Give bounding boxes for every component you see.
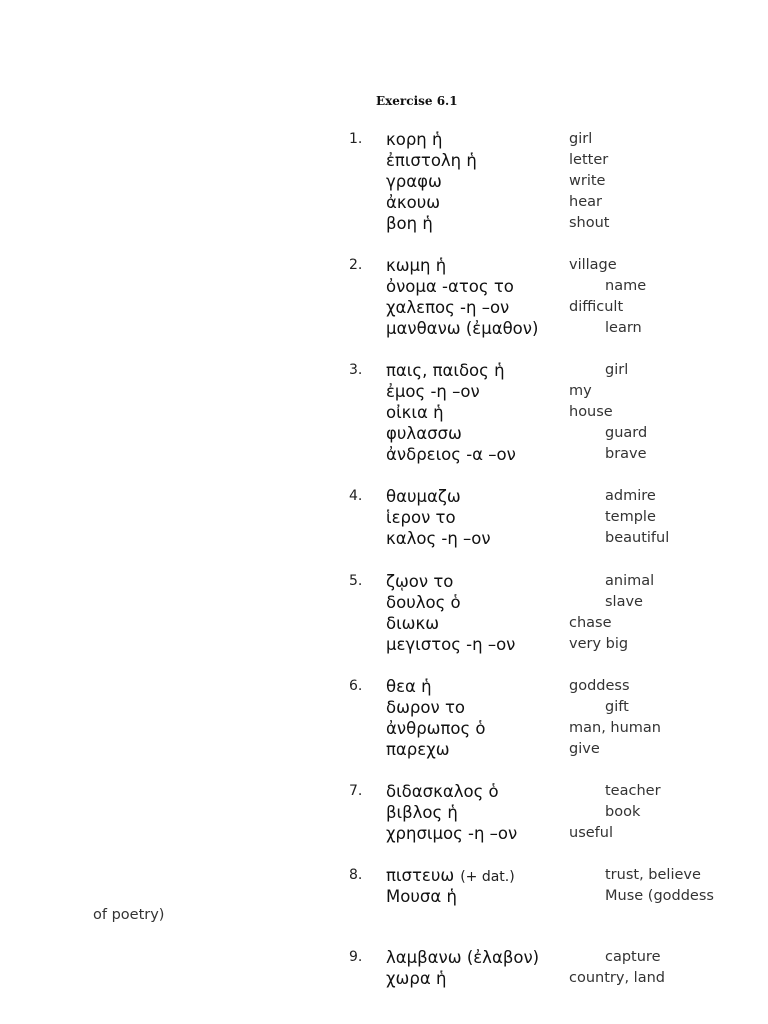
english-gloss: my xyxy=(569,383,592,399)
english-gloss: difficult xyxy=(569,299,624,315)
english-gloss: hear xyxy=(569,194,602,210)
greek-term: ἐπιστολη ἡ xyxy=(386,151,477,170)
greek-term: κορη ἡ xyxy=(386,130,443,149)
item-number: 8. xyxy=(349,867,363,883)
greek-term: δωρον το xyxy=(386,698,465,717)
english-gloss: letter xyxy=(569,152,609,168)
english-gloss: gift xyxy=(605,699,629,715)
item-number: 7. xyxy=(349,783,363,799)
english-gloss: man, human xyxy=(569,720,661,736)
greek-term: ὀνομα -ατος το xyxy=(386,277,514,296)
greek-term: καλος -η –ον xyxy=(386,529,491,548)
greek-term: παρεχω xyxy=(386,740,450,759)
english-gloss: shout xyxy=(569,215,610,231)
greek-term: Μουσα ἡ xyxy=(386,887,457,906)
english-gloss: girl xyxy=(569,131,593,147)
greek-term xyxy=(386,865,515,888)
english-gloss: country, land xyxy=(569,970,665,986)
english-gloss: goddess xyxy=(569,678,630,694)
greek-term: ἀκουω xyxy=(386,193,441,212)
item-number: 5. xyxy=(349,573,363,589)
greek-term: ἀνθρωπος ὁ xyxy=(386,719,486,738)
english-gloss: book xyxy=(605,804,641,820)
greek-term: παις, παιδος ἡ xyxy=(386,361,505,380)
greek-term: οἰκια ἡ xyxy=(386,403,444,422)
item-number: 1. xyxy=(349,131,363,147)
grammar-note: (+ dat.) xyxy=(460,869,515,885)
greek-term: θεα ἡ xyxy=(386,677,432,696)
greek-term: δουλος ὁ xyxy=(386,593,461,612)
english-gloss: trust, believe xyxy=(605,867,701,883)
greek-term: βοη ἡ xyxy=(386,214,433,233)
english-gloss: give xyxy=(569,741,600,757)
english-gloss: guard xyxy=(605,425,648,441)
greek-term: ἐμος -η –ον xyxy=(386,382,480,401)
item-number: 6. xyxy=(349,678,363,694)
english-gloss: capture xyxy=(605,949,661,965)
wrapped-continuation: of poetry) xyxy=(93,907,165,923)
english-gloss: temple xyxy=(605,509,656,525)
english-gloss: animal xyxy=(605,573,655,589)
item-number: 4. xyxy=(349,488,363,504)
greek-word: πιστευω xyxy=(386,866,455,885)
greek-term: θαυμαζω xyxy=(386,487,461,506)
english-gloss: village xyxy=(569,257,617,273)
greek-term: βιβλος ἡ xyxy=(386,803,458,822)
english-gloss: write xyxy=(569,173,606,189)
greek-term: χρησιμος -η –ον xyxy=(386,824,518,843)
exercise-title: Exercise 6.1 xyxy=(376,94,458,108)
item-number: 9. xyxy=(349,949,363,965)
greek-term: διδασκαλος ὁ xyxy=(386,782,499,801)
greek-term: χωρα ἡ xyxy=(386,969,447,988)
english-gloss: brave xyxy=(605,446,647,462)
english-gloss: girl xyxy=(605,362,629,378)
english-gloss: name xyxy=(605,278,647,294)
english-gloss: admire xyxy=(605,488,656,504)
item-number: 2. xyxy=(349,257,363,273)
greek-term: γραφω xyxy=(386,172,442,191)
english-gloss: useful xyxy=(569,825,613,841)
english-gloss: teacher xyxy=(605,783,661,799)
greek-term: διωκω xyxy=(386,614,440,633)
english-gloss: house xyxy=(569,404,613,420)
english-gloss: chase xyxy=(569,615,612,631)
greek-term: μεγιστος -η –ον xyxy=(386,635,516,654)
english-gloss: learn xyxy=(605,320,642,336)
english-gloss: slave xyxy=(605,594,643,610)
greek-term: φυλασσω xyxy=(386,424,462,443)
greek-term: ζῳον το xyxy=(386,572,454,591)
greek-term: κωμη ἡ xyxy=(386,256,447,275)
greek-term: χαλεπος -η –ον xyxy=(386,298,510,317)
english-gloss: beautiful xyxy=(605,530,670,546)
greek-term: μανθανω (ἐμαθον) xyxy=(386,319,539,338)
english-gloss: very big xyxy=(569,636,629,652)
english-gloss: Muse (goddess xyxy=(605,888,714,904)
greek-term: ἱερον το xyxy=(386,508,456,527)
greek-term: ἀνδρειος -α –ον xyxy=(386,445,516,464)
greek-term: λαμβανω (ἐλαβον) xyxy=(386,948,540,967)
item-number: 3. xyxy=(349,362,363,378)
